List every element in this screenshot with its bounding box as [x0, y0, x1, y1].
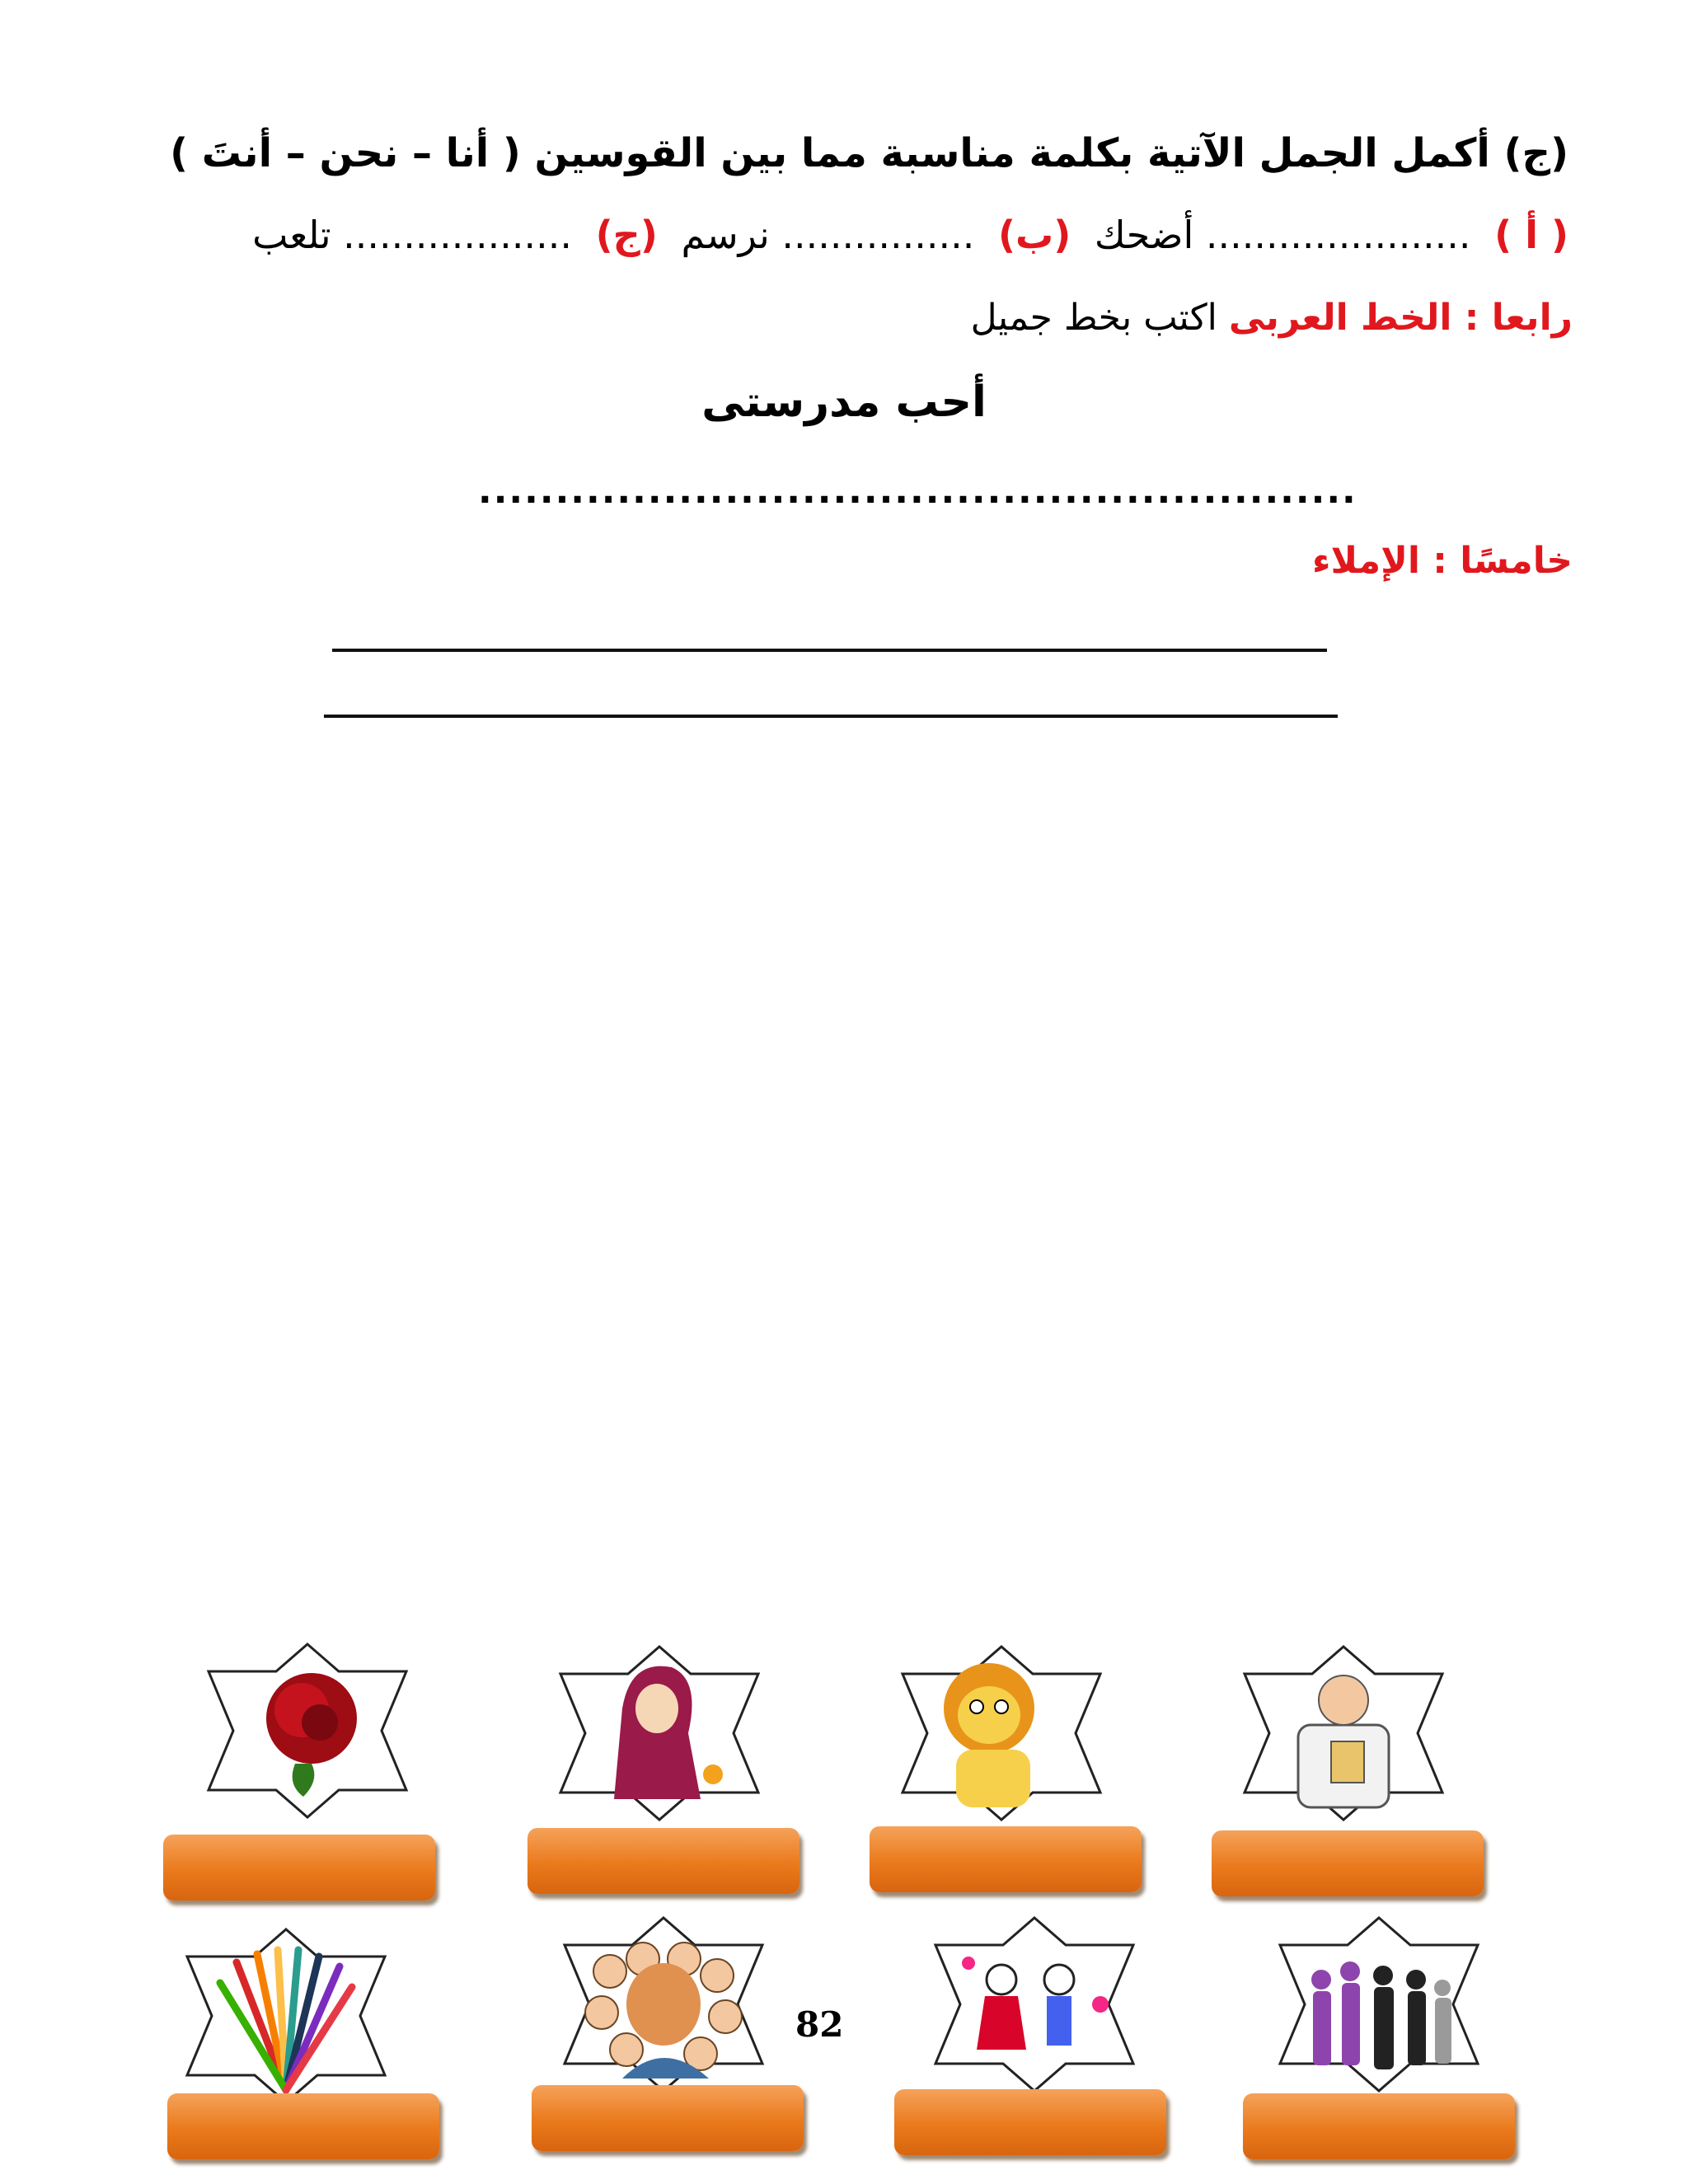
- item-c-marker: (ج): [595, 213, 658, 257]
- crowd-icon: [552, 1914, 775, 2095]
- picture-card-doctor: [1232, 1643, 1455, 1824]
- item-c-text: ................... تلعب: [252, 213, 573, 257]
- dictation-line-1: [332, 649, 1327, 652]
- exercise-c-heading: (ج) أكمل الجمل الآتية بكلمة مناسبة مما بين القوسين ( أنا – نحن – أنتَ ): [170, 130, 1568, 176]
- page-number: 82: [795, 2004, 844, 2045]
- lion-icon: [890, 1643, 1113, 1824]
- answer-label-box-7[interactable]: [894, 2089, 1166, 2155]
- writing-dots-line: .........................................................: [478, 470, 1357, 512]
- picture-card-girl: [548, 1643, 771, 1824]
- item-b-marker: (ب): [998, 213, 1071, 257]
- picture-card-children-drawings: [923, 1914, 1146, 2095]
- colored-pencils-icon: [175, 1925, 397, 2107]
- answer-label-box-4[interactable]: [1212, 1830, 1484, 1896]
- section-four-instruction: اكتب بخط جميل: [970, 297, 1217, 339]
- section-five-title: خامسًا : الإملاء: [1312, 540, 1573, 582]
- children-drawings-icon: [923, 1914, 1146, 2095]
- picture-card-rose: [196, 1640, 419, 1821]
- picture-card-crowd: [552, 1914, 775, 2095]
- item-b-text: ................ نرسم: [681, 213, 975, 257]
- doctor-icon: [1232, 1643, 1455, 1824]
- answer-label-box-5[interactable]: [167, 2093, 439, 2159]
- section-four-title: رابعا : الخط العربى: [1228, 297, 1573, 339]
- dictation-line-2: [324, 715, 1338, 718]
- answer-label-box-6[interactable]: [532, 2085, 804, 2151]
- exercise-c-items: [241, 213, 1568, 257]
- answer-label-box-1[interactable]: [163, 1835, 435, 1900]
- rose-icon: [196, 1640, 419, 1821]
- item-a-text: ...................... أضحك: [1094, 213, 1471, 257]
- answer-label-box-8[interactable]: [1243, 2093, 1515, 2159]
- item-a-marker: ( أ ): [1494, 213, 1568, 257]
- answer-label-box-2[interactable]: [528, 1828, 799, 1894]
- picture-card-pencils: [175, 1925, 397, 2107]
- picture-card-lion: [890, 1643, 1113, 1824]
- section-four: [971, 297, 1573, 339]
- girl-icon: [548, 1643, 771, 1824]
- picture-card-silhouettes: [1268, 1914, 1490, 2095]
- people-silhouettes-icon: [1268, 1914, 1490, 2095]
- answer-label-box-3[interactable]: [870, 1826, 1142, 1892]
- calligraphy-phrase: أحب مدرستى: [701, 377, 987, 427]
